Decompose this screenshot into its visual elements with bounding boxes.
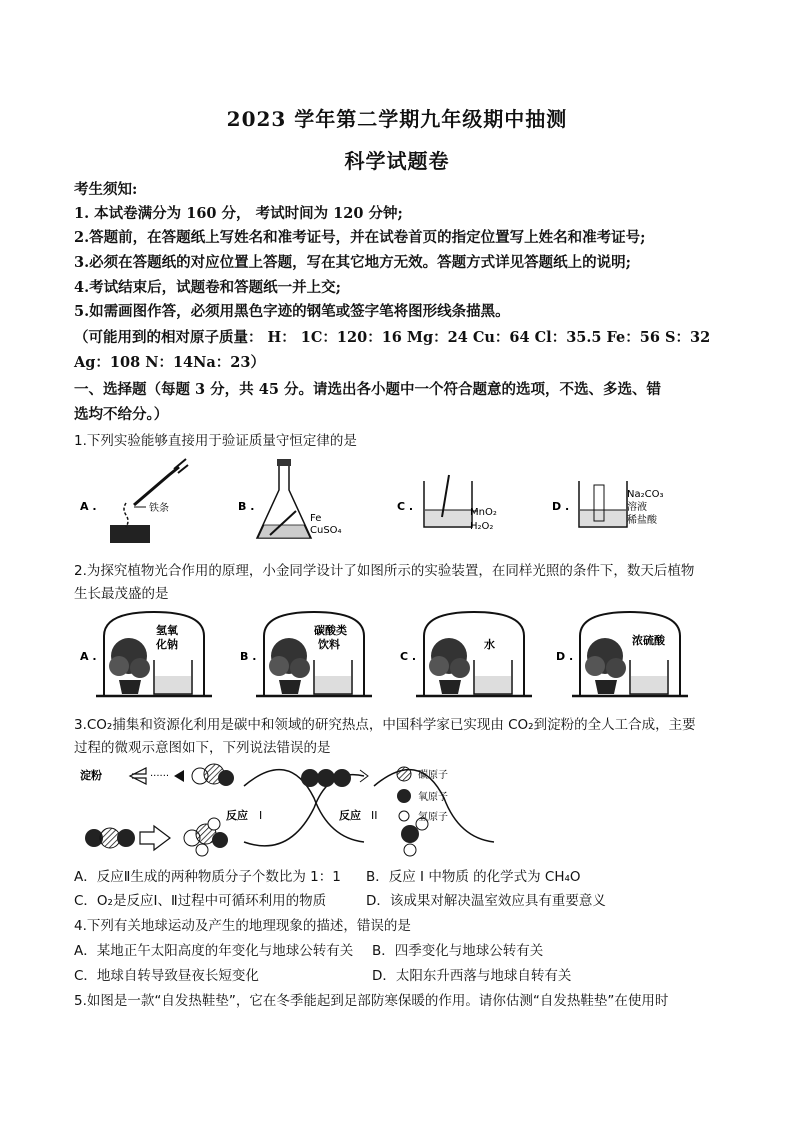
svg-text:A .: A . [80,650,97,663]
bell-jar-c [400,612,532,696]
svg-text:C .: C . [400,650,417,663]
q1-option-c-letter: C . [397,500,414,513]
q2-figure [74,608,724,704]
svg-text:浓硫酸: 浓硫酸 [632,634,665,647]
reaction-ii-label: 反应 [339,809,361,822]
question-3: 过程的微观示意图如下，下列说法错误的是 [74,740,331,756]
section-heading: 选均不给分。） [74,406,169,423]
svg-text:I: I [259,809,263,822]
legend-oxygen: 氧原子 [418,792,448,803]
svg-text:······: ······ [150,771,170,782]
notice-item: 1. 本试卷满分为 160 分， 考试时间为 120 分钟; [74,205,403,222]
q1-option-b-letter: B . [238,500,255,513]
svg-text:氢氧: 氢氧 [156,624,178,637]
exam-title: 2023 学年第二学期九年级期中抽测 [226,107,568,131]
svg-text:B .: B . [240,650,257,663]
asbestos-mesh-icon [110,525,150,543]
q1-d-label: 溶液 [627,502,647,513]
legend-carbon: 碳原子 [418,770,448,781]
arrow-right-icon [140,826,170,850]
notice-item: 3.必须在答题纸的对应位置上答题，写在其它地方无效。答题方式详见答题纸上的说明; [74,254,631,271]
q1-b-label: CuSO₄ [310,525,342,536]
atomic-mass-line: （可能用到的相对原子质量： H： 1C：120：16 Mg：24 Cu：64 Cl：35.5 Fe：56 S：32 [74,329,711,346]
q1-d-label: Na₂CO₃ [627,489,664,500]
q3-option-c: C．O₂是反应Ⅰ、Ⅱ过程中可循环利用的物质 [74,893,327,909]
q1-b-label: Fe [310,513,322,524]
reaction-i-label: 反应 [226,809,248,822]
bell-jar-d [556,612,688,696]
notice-item: 5.如需画图作答，必须用黑色字迹的钢笔或签字笔将图形线条描黑。 [74,303,510,320]
q1-figure [74,455,724,555]
svg-text:水: 水 [484,638,495,651]
svg-text:II: II [371,809,378,822]
crucible-tongs-icon [134,467,179,505]
question-4: 4.下列有关地球运动及产生的地理现象的描述，错误的是 [74,918,411,934]
notice-heading: 考生须知: [74,181,138,198]
question-5: 5.如图是一款“自发热鞋垫”，它在冬季能起到足部防寒保暖的作用。请你估测“自发热鞋垫”在使用时 [74,993,669,1009]
legend-hydrogen: 氢原子 [418,812,448,823]
q1-d-label: 稀盐酸 [627,515,657,526]
q3-diagram [74,758,724,862]
bell-jar-a [80,612,212,696]
q1-option-d-letter: D . [552,500,570,513]
svg-text:D .: D . [556,650,574,663]
arrow-left-icon [130,768,146,784]
exam-subtitle: 科学试题卷 [344,149,450,173]
svg-text:化钠: 化钠 [156,638,178,651]
q4-option-d: D．太阳东升西落与地球自转有关 [372,968,572,984]
q3-option-a: A．反应Ⅱ生成的两种物质分子个数比为 1：1 [74,869,341,885]
q1-option-a-letter: A . [80,500,97,513]
q4-option-a: A．某地正午太阳高度的年变化与地球公转有关 [74,943,354,959]
q4-option-b: B．四季变化与地球公转有关 [372,943,544,959]
q1-a-label: 铁条 [149,503,169,514]
q3-option-b: B．反应 I 中物质 的化学式为 CH₄O [366,869,581,885]
question-3: 3.CO₂捕集和资源化利用是碳中和领域的研究热点，中国科学家已实现由 CO₂到淀粉的全人工合成，主要 [74,717,696,733]
q4-option-c: C．地球自转导致昼夜长短变化 [74,968,259,984]
notice-item: 2.答题前，在答题纸上写姓名和准考证号，并在试卷首页的指定位置写上姓名和准考证号; [74,229,646,246]
section-heading: 一、选择题（每题 3 分，共 45 分。请选出各小题中一个符合题意的选项，不选、多选、错 [74,381,661,398]
svg-text:碳酸类: 碳酸类 [314,624,347,637]
svg-text:饮料: 饮料 [318,638,340,651]
notice-item: 4.考试结束后，试题卷和答题纸一并上交; [74,279,341,296]
q3-option-d: D．该成果对解决温室效应具有重要意义 [366,893,606,909]
question-1: 1.下列实验能够直接用于验证质量守恒定律的是 [74,433,357,449]
bell-jar-b [240,612,372,696]
q1-c-label: H₂O₂ [470,521,494,532]
q1-c-label: MnO₂ [470,507,497,518]
atomic-mass-line: Ag：108 N：14Na：23） [74,354,265,371]
starch-label: 淀粉 [80,769,102,782]
question-2: 2.为探究植物光合作用的原理，小金同学设计了如图所示的实验装置，在同样光照的条件下，数天后植物 [74,563,695,579]
question-2: 生长最茂盛的是 [74,586,169,602]
